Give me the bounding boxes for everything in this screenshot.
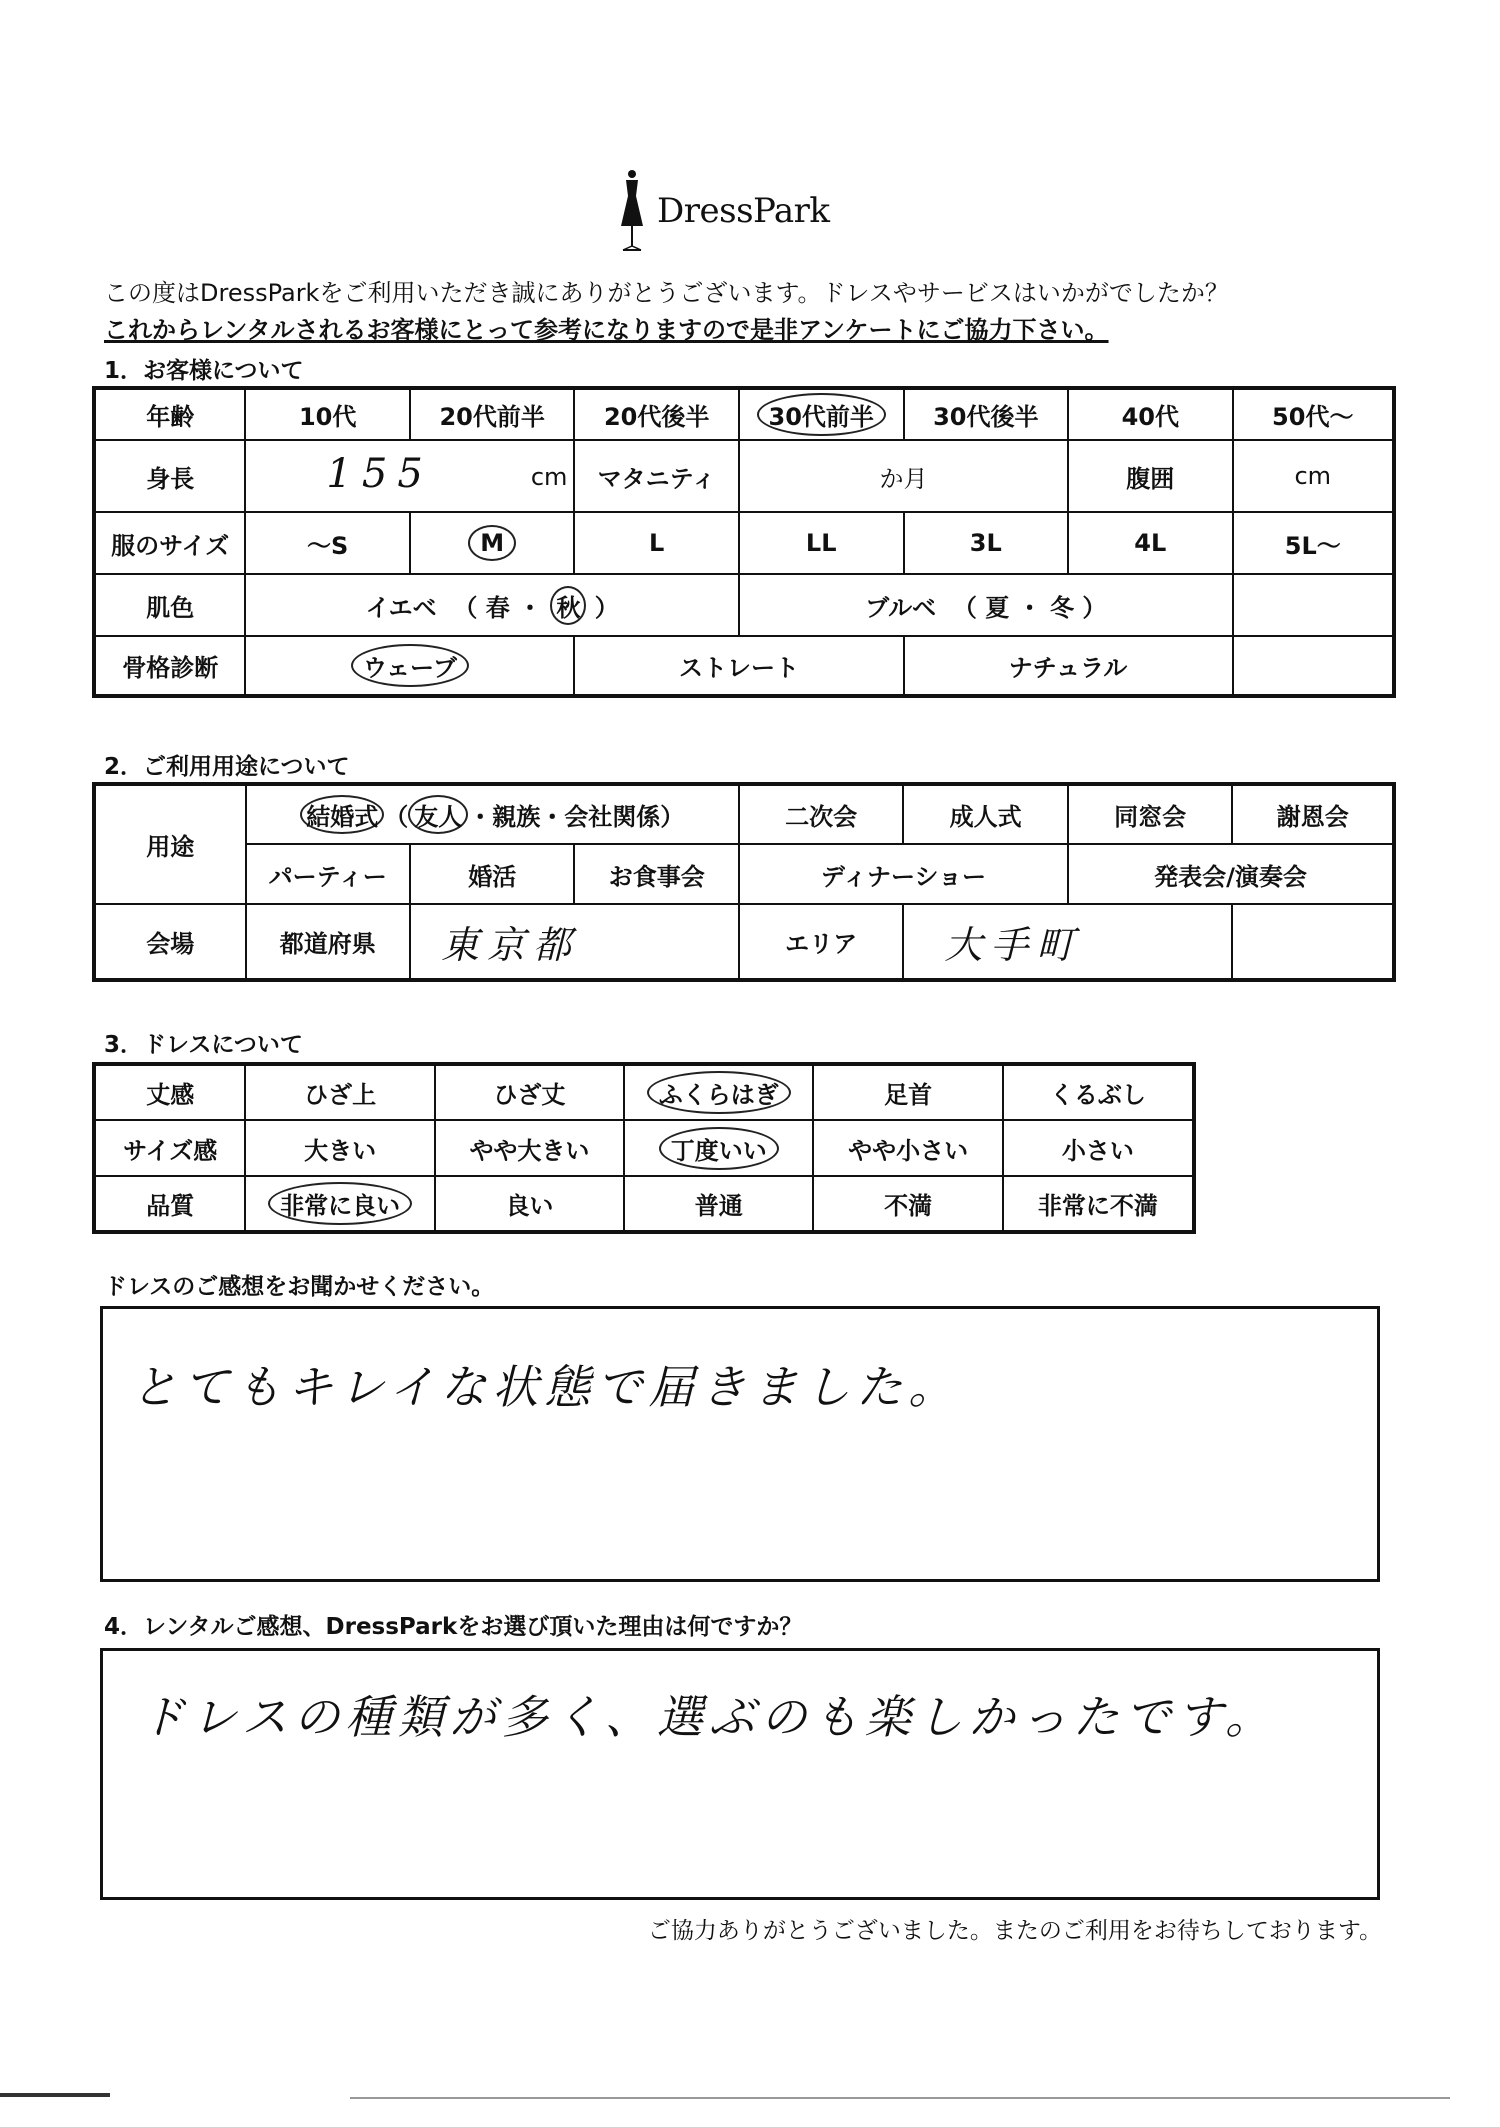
section2-title: 2．ご利用用途について [104, 754, 350, 780]
section4-title: 4．レンタルご感想、DressParkをお選び頂いた理由は何ですか？ [104, 1614, 803, 1640]
area-value[interactable]: 大手町 [903, 904, 1232, 980]
age-label: 年齢 [94, 388, 245, 440]
quality-option[interactable]: 不満 [813, 1176, 1002, 1232]
height-value: 155 [326, 451, 433, 497]
size-option[interactable]: ～S [245, 512, 409, 574]
waist-label: 腹囲 [1068, 440, 1233, 512]
area-label: エリア [739, 904, 903, 980]
dresspark-logo [615, 168, 855, 253]
selection-circle: 30代前半 [757, 393, 886, 436]
scan-line [350, 2097, 1450, 2099]
quality-option[interactable]: 良い [435, 1176, 624, 1232]
age-option[interactable]: 40代 [1068, 388, 1233, 440]
frame-label: 骨格診断 [94, 636, 245, 696]
fit-label: サイズ感 [94, 1120, 245, 1176]
waist-unit: cm [1294, 462, 1332, 490]
frame-option-selected[interactable] [245, 636, 574, 696]
purpose-option[interactable]: お食事会 [574, 844, 739, 904]
selection-circle: M [468, 525, 516, 561]
empty-cell [1232, 904, 1394, 980]
reason-box[interactable] [100, 1648, 1380, 1900]
size-option[interactable]: LL [739, 512, 904, 574]
fit-option-selected[interactable] [624, 1120, 813, 1176]
height-unit: cm [530, 463, 568, 491]
friend-selected: 友人 [408, 795, 468, 834]
impressions-answer: とてもキレイな状態で届きました。 [131, 1360, 961, 1414]
paren-close: ） [1082, 593, 1107, 622]
skin-blue-options[interactable] [739, 574, 1233, 636]
purpose-option[interactable]: パーティー [246, 844, 410, 904]
paren-close: ） [594, 593, 619, 622]
selection-circle: 丁度いい [659, 1127, 779, 1170]
section3-title: 3．ドレスについて [104, 1032, 303, 1058]
height-label: 身長 [94, 440, 245, 512]
prefecture-value[interactable]: 東京都 [410, 904, 739, 980]
purpose-option[interactable]: 謝恩会 [1232, 784, 1394, 844]
length-option[interactable]: ひざ丈 [435, 1064, 624, 1120]
size-option[interactable]: 5L～ [1233, 512, 1394, 574]
purpose-option[interactable]: 同窓会 [1068, 784, 1233, 844]
age-option[interactable]: 50代～ [1233, 388, 1394, 440]
age-option[interactable]: 20代前半 [410, 388, 575, 440]
months-label: か月 [879, 464, 928, 493]
length-option-selected[interactable] [624, 1064, 813, 1120]
quality-option-selected[interactable] [245, 1176, 434, 1232]
skin-summer[interactable]: 夏 [985, 593, 1010, 622]
paren-close: ） [660, 803, 685, 831]
size-label: 服のサイズ [94, 512, 245, 574]
size-option-selected[interactable] [410, 512, 575, 574]
waist-field[interactable] [1233, 440, 1394, 512]
separator-dot: ・ [518, 593, 543, 622]
separator-dot: ・ [1017, 593, 1042, 622]
selection-circle: 非常に良い [268, 1182, 412, 1225]
quality-option[interactable]: 普通 [624, 1176, 813, 1232]
fit-option[interactable]: やや大きい [435, 1120, 624, 1176]
wedding-selected: 結婚式 [300, 795, 384, 834]
maternity-months-field[interactable] [739, 440, 1068, 512]
impressions-title: ドレスのご感想をお聞かせください。 [104, 1274, 495, 1300]
frame-option[interactable]: ナチュラル [904, 636, 1233, 696]
quality-option[interactable]: 非常に不満 [1003, 1176, 1194, 1232]
age-option-selected[interactable] [739, 388, 904, 440]
wedding-option[interactable] [246, 784, 739, 844]
intro-line-2: これからレンタルされるお客様にとって参考になりますので是非アンケートにご協力下さい。 [104, 316, 1109, 344]
skin-autumn-selected[interactable]: 秋 [550, 586, 586, 625]
reason-answer: ドレスの種類が多く、選ぶのも楽しかったです。 [139, 1690, 1278, 1744]
skin-blue: ブルベ [865, 593, 937, 622]
section1-title: 1．お客様について [104, 358, 304, 384]
quality-label: 品質 [94, 1176, 245, 1232]
dress-mannequin-icon [615, 168, 649, 253]
purpose-option[interactable]: 二次会 [739, 784, 903, 844]
purpose-option[interactable]: 婚活 [410, 844, 575, 904]
length-option[interactable]: ひざ上 [245, 1064, 434, 1120]
skin-yellow: イエベ [365, 593, 437, 622]
customer-table [92, 386, 1396, 698]
impressions-box[interactable] [100, 1306, 1380, 1582]
height-field[interactable] [245, 440, 574, 512]
fit-option[interactable]: 小さい [1003, 1120, 1194, 1176]
frame-option[interactable]: ストレート [574, 636, 903, 696]
age-option[interactable]: 20代後半 [574, 388, 738, 440]
age-option[interactable]: 10代 [245, 388, 409, 440]
length-option[interactable]: くるぶし [1003, 1064, 1194, 1120]
selection-circle: ふくらはぎ [647, 1071, 791, 1114]
length-label: 丈感 [94, 1064, 245, 1120]
venue-label: 会場 [94, 904, 246, 980]
fit-option[interactable]: 大きい [245, 1120, 434, 1176]
wedding-rest: ・親族・会社関係 [468, 803, 661, 831]
size-option[interactable]: 4L [1068, 512, 1233, 574]
age-option[interactable]: 30代後半 [904, 388, 1069, 440]
purpose-option[interactable]: ディナーショー [739, 844, 1068, 904]
prefecture-label: 都道府県 [246, 904, 410, 980]
intro-line-1: この度はDressParkをご利用いただき誠にありがとうございます。ドレスやサービスはいかがでしたか？ [104, 279, 1229, 307]
skin-label: 肌色 [94, 574, 245, 636]
selection-circle: ウェーブ [351, 644, 469, 687]
thanks-message: ご協力ありがとうございました。またのご利用をお待ちしております。 [647, 1918, 1382, 1944]
fit-option[interactable]: やや小さい [813, 1120, 1002, 1176]
skin-spring[interactable]: 春 [485, 593, 510, 622]
empty-cell [1233, 636, 1394, 696]
scan-mark [0, 2093, 110, 2097]
size-option[interactable]: L [574, 512, 738, 574]
purpose-label: 用途 [94, 784, 246, 904]
purpose-option[interactable]: 発表会/演奏会 [1068, 844, 1394, 904]
dress-table [92, 1062, 1196, 1234]
purpose-option[interactable]: 成人式 [903, 784, 1068, 844]
logo-text: DressPark [657, 190, 830, 231]
maternity-label: マタニティ [574, 440, 738, 512]
paren-open: （ [952, 593, 977, 622]
skin-yellow-options[interactable] [245, 574, 739, 636]
skin-winter[interactable]: 冬 [1049, 593, 1074, 622]
paren-open: （ [384, 803, 409, 831]
empty-cell [1233, 574, 1394, 636]
size-option[interactable]: 3L [904, 512, 1069, 574]
length-option[interactable]: 足首 [813, 1064, 1002, 1120]
purpose-table [92, 782, 1396, 982]
paren-open: （ [453, 593, 478, 622]
